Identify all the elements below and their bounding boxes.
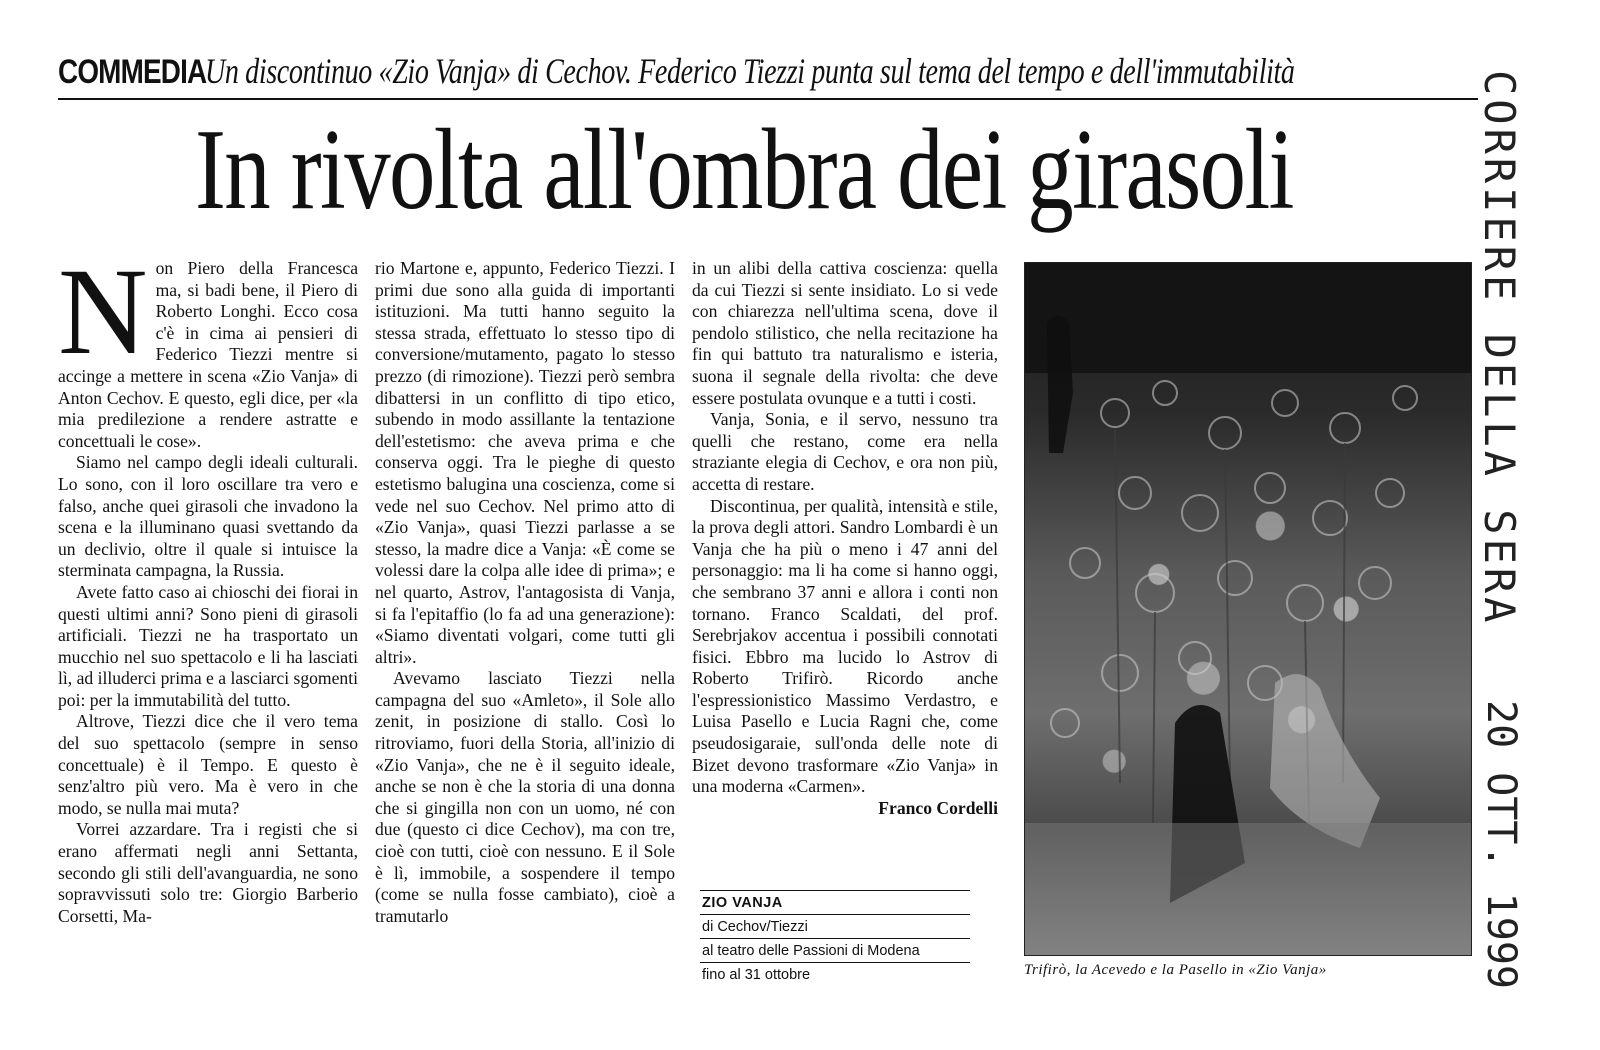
article-column-2 xyxy=(375,258,675,927)
show-venue: al teatro delle Passioni di Modena xyxy=(700,938,970,962)
article-column-1 xyxy=(58,243,358,927)
date-stamp-text: 20 OTT. 1999 xyxy=(1478,700,1524,989)
paragraph: Siamo nel campo degli ideali culturali. Lo sono, con il loro oscillare tra vero e falso, anche quei girasoli che invadono la scena e la illuminano quasi svettando da un declivio, oltre il quale si intuisce la sterminata campagna, la Russia. xyxy=(58,452,358,581)
drop-cap: N xyxy=(58,243,148,380)
paragraph: Avevamo lasciato Tiezzi nella campagna del suo «Amleto», il Sole allo zenit, in posizione di stallo. Così lo ritroviamo, fuori della Storia, all'inizio di «Zio Vanja», che ne è il seguito ideale, anche se non è che la storia di una donna che si gingilla non con un uomo, né con due (questo ci dice Cechov), ma con tre, cioè con tutti, cioè con nessuno. E il Sole è lì, immobile, a sospendere il tempo (come se nulla fosse cambiato), cioè a tramutarlo xyxy=(375,668,675,926)
paragraph: in un alibi della cattiva coscienza: quella da cui Tiezzi si sente insidiato. Lo si vede con chiarezza nell'ultima scena, dove il pendolo stilistico, che nella recitazione ha fin qui battuto tra naturalismo e isteria, suona il segnale della rivolta: che deve essere postulata ovunque e a tutti i costi. xyxy=(692,258,998,408)
masthead-text: CORRIERE DELLA SERA xyxy=(1475,70,1524,627)
date-stamp xyxy=(1478,700,1560,989)
show-info-box xyxy=(700,890,970,986)
byline: Franco Cordelli xyxy=(878,797,998,818)
newspaper-masthead xyxy=(1475,70,1560,630)
paragraph: on Piero della Francesca ma, si badi bene, il Piero di Roberto Longhi. Ecco cosa c'è in cima ai pensieri di Federico Tiezzi mentre si accinge a mettere in scena «Zio Vanja» di Anton Cechov. E questo, egli dice, per «la mia predilezione a rendere astratte e concettuali le cose». xyxy=(58,258,358,451)
paragraph: Avete fatto caso ai chioschi dei fiorai in questi ultimi anni? Sono pieni di girasoli artificiali. Tiezzi ne ha trasportato un mucchio nel suo spettacolo e li ha lasciati lì, ad illuderci prima e a lasciarci sgomenti poi: per la immutabilità del tutto. xyxy=(58,581,358,710)
show-author: di Cechov/Tiezzi xyxy=(700,914,970,938)
photo-caption: Trifirò, la Acevedo e la Pasello in «Zio Vanja» xyxy=(1024,962,1327,978)
paragraph: Discontinua, per qualità, intensità e stile, la prova degli attori. Sandro Lombardi è un Vanja che ha più o meno i 47 anni del personaggio: ma li ha come si hanno oggi, che sembrano 37 anni e allora i conti non tornano. Franco Scaldati, del prof. Serebrjakov accentua i possibili connotati fisici. Ebbro ma lucido lo Astrov di Roberto Trifirò. Ricordo anche l'espressionistico Massimo Verdastro, e Luisa Pasello e Lucia Ragni che, come pseudosigaraie, sull'onda delle note di Bizet devono trasformare «Zio Vanja» in una moderna «Carmen». xyxy=(692,495,998,797)
stage-photo xyxy=(1024,262,1472,956)
paragraph: Vorrei azzardare. Tra i registi che si erano affermati negli anni Settanta, secondo gli stili dell'avanguardia, ne sono sopravvissuti solo tre: Giorgio Barberio Corsetti, Ma- xyxy=(58,819,358,926)
article-column-3 xyxy=(692,258,998,819)
section-label: COMMEDIA xyxy=(58,53,207,91)
show-dates: fino al 31 ottobre xyxy=(700,962,970,986)
subheadline: Un discontinuo «Zio Vanja» di Cechov. Federico Tiezzi punta sul tema del tempo e dell'immutabilità xyxy=(204,51,1295,91)
paragraph: Altrove, Tiezzi dice che il vero tema del suo spettacolo (sempre in senso concettuale) è il Tempo. E questo è senz'altro più vero. Ma è vero in che modo, se nulla mai muta? xyxy=(58,711,358,818)
show-title: ZIO VANJA xyxy=(700,890,970,914)
paragraph: Vanja, Sonia, e il servo, nessuno tra quelli che restano, come era nella straziante elegia di Cechov, e ora non più, accetta di restare. xyxy=(692,409,998,494)
kicker-line xyxy=(58,44,1478,100)
headline: In rivolta all'ombra dei girasoli xyxy=(195,106,1293,234)
paragraph: rio Martone e, appunto, Federico Tiezzi. I primi due sono alla guida di importanti istituzioni. Ma tutti hanno seguito la stessa strada, effettuato lo stesso tipo di conversione/mutamento, pagato lo stesso prezzo (di rimozione). Tiezzi però sembra dibattersi in un conflitto di tipo etico, subendo in modo assillante la tentazione dell'estetismo: che aveva prima e che conserva oggi. Tra le pieghe di questo estetismo balugina una coscienza, come si vede nel suo Cechov. Nel primo atto di «Zio Vanja», quasi Tiezzi parlasse a se stesso, la madre dice a Vanja: «È come se volessi dare la colpa alle idee di prima»; e nel quarto, Astrov, l'antagosista di Vanja, si fa l'epitaffio (lo fa ad una generazione): «Siamo diventati volgari, come tutti gli altri». xyxy=(375,258,675,667)
sunflower-scene-illustration xyxy=(1025,263,1471,955)
